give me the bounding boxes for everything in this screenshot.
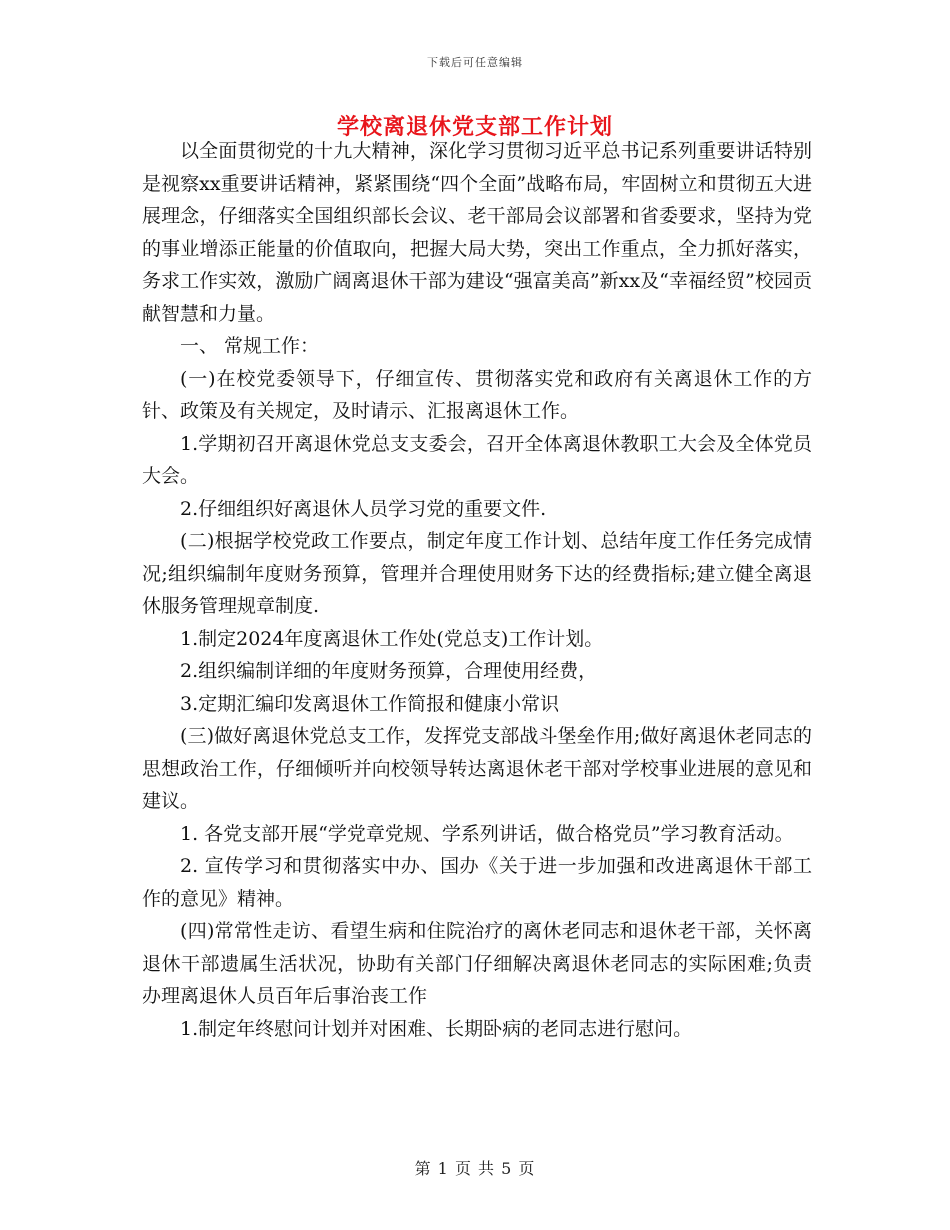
paragraph-section-3: (三)做好离退休党总支工作，发挥党支部战斗堡垒作用;做好离退休老同志的思想政治工作，仔细倾听并向校领导转达离退休老干部对学校事业进展的意见和建议。 — [142, 725, 812, 812]
list-item: 1.学期初召开离退休党总支支委会，召开全体离退休教职工大会及全体党员大会。 — [142, 432, 812, 487]
list-item: 1.制定年终慰问计划并对困难、长期卧病的老同志进行慰问。 — [180, 1017, 693, 1040]
list-item: 2. 宣传学习和贯彻落实中办、国办《关于进一步加强和改进离退休干部工作的意见》精神。 — [142, 855, 812, 910]
document-title: 学校离退休党支部工作计划 — [336, 114, 613, 140]
list-item: 2.组织编制详细的年度财务预算，合理使用经费， — [180, 660, 598, 682]
document-body — [142, 135, 812, 1045]
download-note: 下载后可任意编辑 — [427, 56, 523, 69]
paragraph-section-1: (一)在校党委领导下，仔细宣传、贯彻落实党和政府有关离退休工作的方针、政策及有关规定，及时请示、汇报离退休工作。 — [142, 367, 812, 422]
paragraph-section-2: (二)根据学校党政工作要点，制定年度工作计划、总结年度工作任务完成情况;组织编制年度财务预算，管理并合理使用财务下达的经费指标;建立健全离退休服务管理规章制度. — [142, 530, 812, 617]
list-item: 1. 各党支部开展“学党章党规、学系列讲话，做合格党员”学习教育活动。 — [180, 822, 794, 845]
paragraph-section-4: (四)常常性走访、看望生病和住院治疗的离休老同志和退休老干部，关怀离退休干部遗属生活状况，协助有关部门仔细解决离退休老同志的实际困难;负责办理离退休人员百年后事治丧工作 — [142, 920, 812, 1007]
section-heading-routine-work: 一、 常规工作： — [180, 335, 320, 357]
list-item: 3.定期汇编印发离退休工作简报和健康小常识 — [180, 692, 560, 715]
page-footer: 第 1 页 共 5 页 — [414, 1159, 536, 1178]
list-item: 2.仔细组织好离退休人员学习党的重要文件. — [180, 497, 547, 520]
paragraph-intro: 以全面贯彻党的十九大精神，深化学习贯彻习近平总书记系列重要讲话特别是视察xx重要讲话精神，紧紧围绕“四个全面”战略布局，牢固树立和贯彻五大进展理念，仔细落实全国组织部长会议、老干部局会议部署和省委要求，坚持为党的事业增添正能量的价值取向，把握大局大势，突出工作重点，全力抓好落实，务求工作实效，激励广阔离退休干部为建设“强富美高”新xx及“幸福经贸”校园贡献智慧和力量。 — [142, 140, 812, 325]
list-item: 1.制定2024年度离退休工作处(党总支)工作计划。 — [180, 627, 604, 650]
